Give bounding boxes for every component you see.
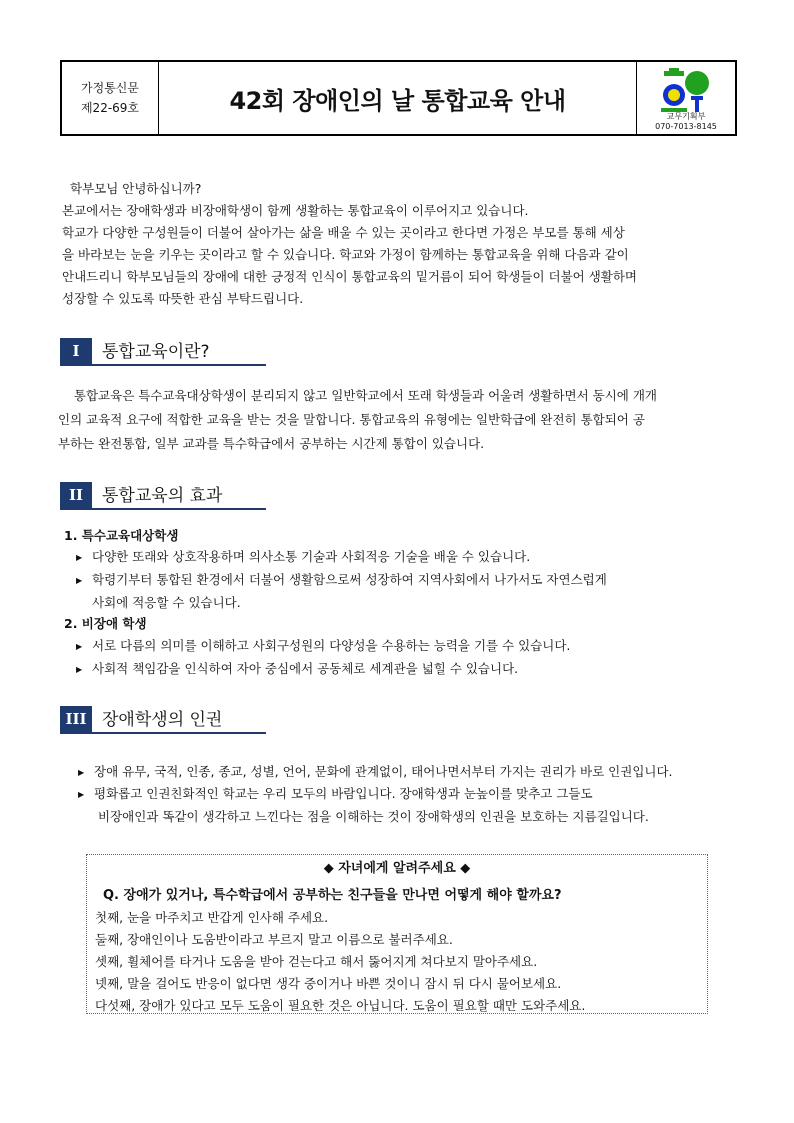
document-number-cell — [62, 62, 159, 134]
bullet-text: 장애 유무, 국적, 인종, 종교, 성별, 언어, 문화에 관계없이, 태어나면서부터 가지는 권리가 바로 인권입니다. — [94, 764, 673, 779]
bullet-continuation: 비장애인과 똑같이 생각하고 느낀다는 점을 이해하는 것이 장애학생의 인권을 보호하는 지름길입니다. — [98, 809, 649, 824]
bullet-text: 평화롭고 인권친화적인 학교는 우리 모두의 바람입니다. 장애학생과 눈높이를 맞추고 그들도 — [94, 786, 593, 801]
tips-line: 셋째, 휠체어를 타거나 도움을 받아 걷는다고 해서 뚫어지게 쳐다보지 말아주세요. — [95, 954, 538, 969]
section-title: 통합교육의 효과 — [102, 486, 223, 506]
triangle-bullet-icon: ▶ — [76, 553, 83, 562]
body-line: 인의 교육적 요구에 적합한 교육을 받는 것을 말합니다. 통합교육의 유형에는 일반학급에 완전히 통합되어 공 — [58, 412, 645, 427]
intro-paragraph — [62, 178, 742, 310]
section-number: I — [60, 338, 92, 364]
tips-line: 넷째, 말을 걸어도 반응이 없다면 생각 중이거나 바쁜 것이니 잠시 뒤 다시 물어보세요. — [95, 976, 562, 991]
section-title: 통합교육이란? — [102, 342, 210, 362]
intro-line: 본교에서는 장애학생과 비장애학생이 함께 생활하는 통합교육이 이루어지고 있습니다. — [62, 203, 529, 218]
section-title: 장애학생의 인권 — [102, 710, 223, 730]
bullet-item — [78, 782, 593, 806]
body-line: 통합교육은 특수교육대상학생이 분리되지 않고 일반학교에서 또래 학생들과 어울려 생활하면서 동시에 개개 — [58, 388, 658, 403]
triangle-bullet-icon: ▶ — [76, 665, 83, 674]
page-title: 42회 장애인의 날 통합교육 안내 — [229, 86, 566, 115]
bullet-text: 사회적 책임감을 인식하여 자아 중심에서 공동체로 세계관을 넓힐 수 있습니다. — [92, 661, 519, 676]
intro-line: 안내드리니 학부모님들의 장애에 대한 긍정적 인식이 통합교육의 밑거름이 되어 학생들이 더불어 생활하며 — [62, 269, 638, 284]
triangle-bullet-icon: ▶ — [78, 790, 85, 799]
section-heading-1 — [60, 338, 266, 366]
tips-question: Q. 장애가 있거나, 특수학급에서 공부하는 친구들을 만나면 어떻게 해야 할까요? — [103, 888, 562, 903]
bullet-text: 학령기부터 통합된 환경에서 더불어 생활함으로써 성장하여 지역사회에서 나가서도 자연스럽게 — [92, 572, 607, 587]
bullet-item — [78, 760, 673, 784]
document-number: 제22-69호 — [80, 101, 140, 115]
bullet-item — [76, 634, 570, 658]
section1-body — [58, 384, 738, 456]
newsletter-header — [60, 60, 737, 136]
bullet-item — [76, 657, 518, 681]
bullet-continuation: 사회에 적응할 수 있습니다. — [92, 595, 241, 610]
bullet-item — [76, 568, 607, 592]
subheading-non-disabled-students: 2. 비장애 학생 — [64, 616, 147, 631]
tips-line: 둘째, 장애인이나 도움반이라고 부르지 말고 이름으로 불러주세요. — [95, 932, 453, 947]
tips-title: ◆ 자녀에게 알려주세요 ◆ — [323, 861, 471, 876]
tips-line: 첫째, 눈을 마주치고 반갑게 인사해 주세요. — [95, 910, 329, 925]
department-label: 교무기획부 — [666, 112, 706, 121]
triangle-bullet-icon: ▶ — [78, 768, 85, 777]
bullet-text: 서로 다름의 의미를 이해하고 사회구성원의 다양성을 수용하는 능력을 기를 수 있습니다. — [92, 638, 571, 653]
intro-line: 학부모님 안녕하십니까? — [70, 181, 202, 196]
intro-line: 을 바라보는 눈을 키우는 곳이라고 할 수 있습니다. 학교와 가정이 함께하는 통합교육을 위해 다음과 같이 — [62, 247, 629, 262]
document-type-label: 가정통신문 — [81, 81, 139, 95]
tips-line: 다섯째, 장애가 있다고 모두 도움이 필요한 것은 아닙니다. 도움이 필요할 때만 도와주세요. — [95, 998, 586, 1013]
section-heading-2 — [60, 482, 266, 510]
phone-number: 070-7013-8145 — [655, 122, 717, 131]
section-number: II — [60, 482, 92, 508]
triangle-bullet-icon: ▶ — [76, 642, 83, 651]
school-logo-icon — [661, 68, 711, 112]
section-number: III — [60, 706, 92, 732]
section-heading-3 — [60, 706, 266, 734]
tips-box — [86, 854, 708, 1014]
bullet-item — [76, 545, 530, 569]
intro-line: 학교가 다양한 구성원들이 더불어 살아가는 삶을 배울 수 있는 곳이라고 한다면 가정은 부모를 통해 세상 — [62, 225, 625, 240]
triangle-bullet-icon: ▶ — [76, 576, 83, 585]
intro-line: 성장할 수 있도록 따뜻한 관심 부탁드립니다. — [62, 291, 304, 306]
school-logo-cell — [636, 62, 735, 134]
body-line: 부하는 완전통합, 일부 교과를 특수학급에서 공부하는 시간제 통합이 있습니다. — [58, 436, 485, 451]
subheading-special-students: 1. 특수교육대상학생 — [64, 528, 179, 543]
bullet-text: 다양한 또래와 상호작용하며 의사소통 기술과 사회적응 기술을 배울 수 있습니다. — [92, 549, 531, 564]
